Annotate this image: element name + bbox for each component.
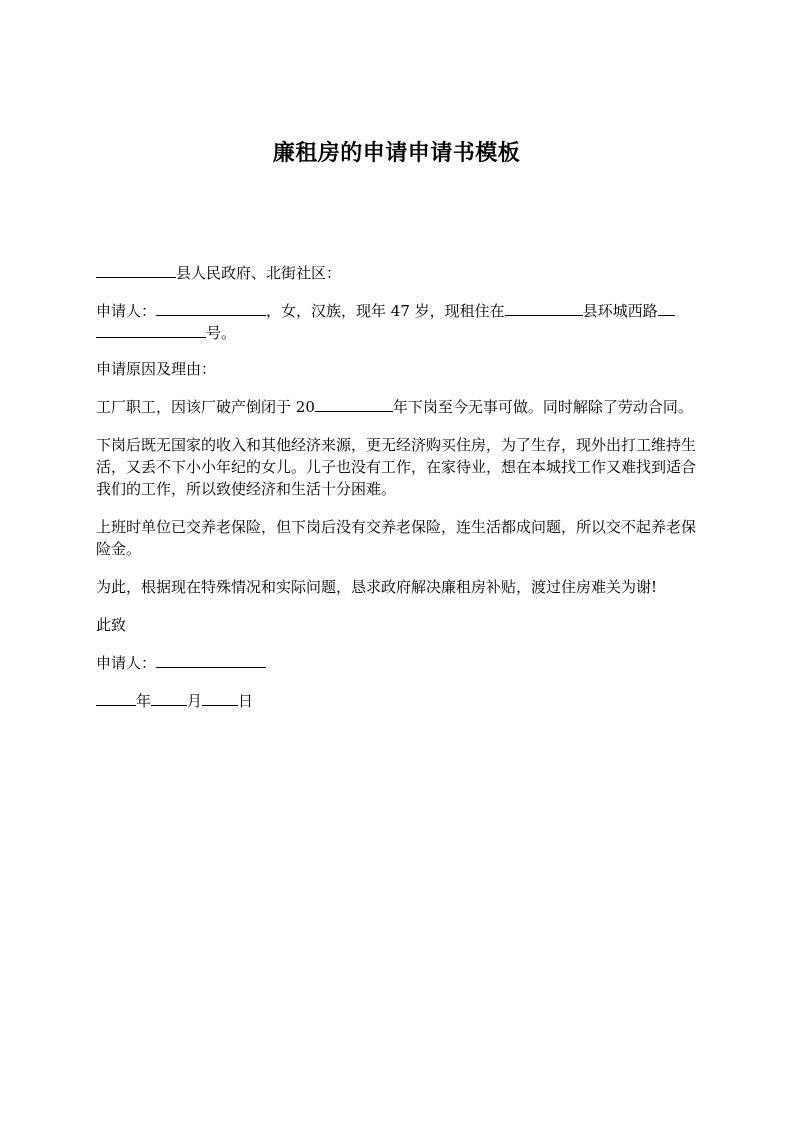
road-number-blank-1 bbox=[658, 300, 675, 316]
paragraph-layoff bbox=[96, 396, 706, 418]
day-date-blank bbox=[202, 690, 238, 706]
county-road-text: 县环城西路 bbox=[582, 302, 658, 320]
signature-line bbox=[96, 652, 706, 674]
addressee-text: 县人民政府、北街社区： bbox=[176, 264, 342, 282]
paragraph-layoff-before: 工厂职工，因该厂破产倒闭于 20 bbox=[96, 398, 315, 416]
document-title: 廉租房的申请申请书模板 bbox=[272, 141, 521, 166]
document-body bbox=[96, 262, 706, 712]
residence-county-blank bbox=[505, 300, 583, 316]
year-blank bbox=[315, 396, 393, 412]
paragraph-request: 为此，根据现在特殊情况和实际问题，恳求政府解决廉租房补贴，渡过住房难关为谢! bbox=[96, 578, 658, 596]
applicant-label: 申请人： bbox=[96, 302, 157, 320]
county-blank bbox=[96, 262, 176, 278]
paragraph-hardship: 下岗后既无国家的收入和其他经济来源，更无经济购买住房，为了生存，现外出打工维持生活，又丢不下小小年纪的女儿。儿子也没有工作，在家待业，想在本城找工作又难找到适合我们的工作，所以致使经济和生活十分困难。 bbox=[96, 436, 697, 498]
year-date-blank bbox=[96, 690, 136, 706]
month-date-blank bbox=[151, 690, 187, 706]
paragraph-layoff-after: 年下岗至今无事可做。同时解除了劳动合同。 bbox=[392, 398, 693, 416]
addressee-line bbox=[96, 262, 706, 284]
day-label: 日 bbox=[238, 692, 254, 710]
closing-text: 此致 bbox=[96, 616, 127, 634]
signature-label: 申请人： bbox=[96, 654, 157, 672]
paragraph-insurance: 上班时单位已交养老保险，但下岗后没有交养老保险，连生活都成问题，所以交不起养老保险金。 bbox=[96, 518, 697, 558]
applicant-name-blank bbox=[156, 300, 266, 316]
applicant-paragraph bbox=[96, 300, 706, 344]
signature-blank bbox=[156, 652, 266, 668]
road-number-blank-2 bbox=[96, 322, 206, 338]
year-label: 年 bbox=[136, 692, 152, 710]
applicant-details: ，女，汉族，现年 47 岁，现租住在 bbox=[266, 302, 505, 320]
date-line bbox=[96, 690, 706, 712]
reason-heading: 申请原因及理由： bbox=[96, 360, 217, 378]
number-suffix: 号。 bbox=[206, 324, 237, 342]
month-label: 月 bbox=[187, 692, 203, 710]
